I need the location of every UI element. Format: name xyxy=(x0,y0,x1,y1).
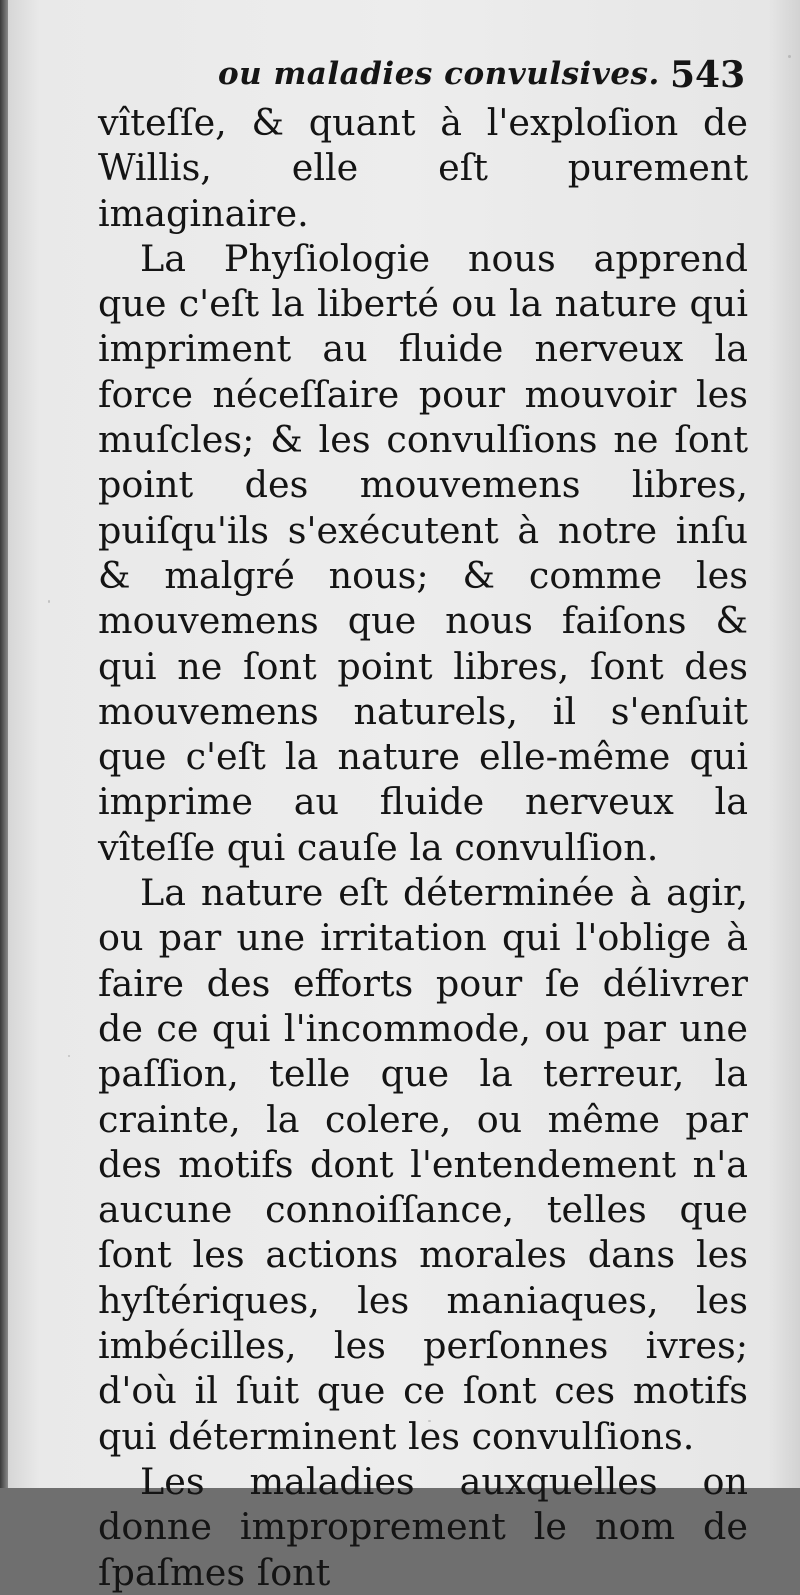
paragraph-2: La Phyſiologie nous apprend que c'eſt la liberté ou la nature qui impriment au fluide nerveux la force néceſſaire pour mouvoir les muſcles; & les convulſions ne ſont point des mouvemens libres, puiſqu'ils s'exécutent à notre inſu & malgré nous; & comme les mouvemens que nous faiſons & qui ne ſont point libres, ſont des mouvemens naturels, il s'enſuit que c'eſt la nature elle-même qui imprime au fluide nerveux la vîteſſe qui cauſe la convulſion. xyxy=(98,236,748,869)
paper-speck xyxy=(68,1055,70,1057)
page-number: 543 xyxy=(670,54,746,96)
running-head: ou maladies convulsives. xyxy=(218,56,660,92)
page-edge-shadow xyxy=(0,0,8,1488)
paragraph-3: La nature eſt déterminée à agir, ou par une irritation qui l'oblige à faire des efforts pour ſe délivrer de ce qui l'incommode, ou par une paſſion, telle que la terreur, la crainte, la colere, ou même par des motifs dont l'entendement n'a aucune connoiſſance, telles que ſont les actions morales dans les hyſtériques, les maniaques, les imbécilles, les perſonnes ivres; d'où il ſuit que ce ſont ces motifs qui déterminent les convulſions. xyxy=(98,871,748,1458)
book-page xyxy=(8,0,800,1594)
paragraph-4: Les maladies auxquelles on donne improprement le nom de ſpaſmes ſont xyxy=(98,1459,748,1594)
page-header xyxy=(8,48,800,98)
paper-speck xyxy=(48,600,50,603)
paragraph-1: vîteſſe, & quant à l'exploſion de Willis, elle eſt purement imaginaire. xyxy=(98,101,748,235)
body-text xyxy=(98,100,748,1595)
